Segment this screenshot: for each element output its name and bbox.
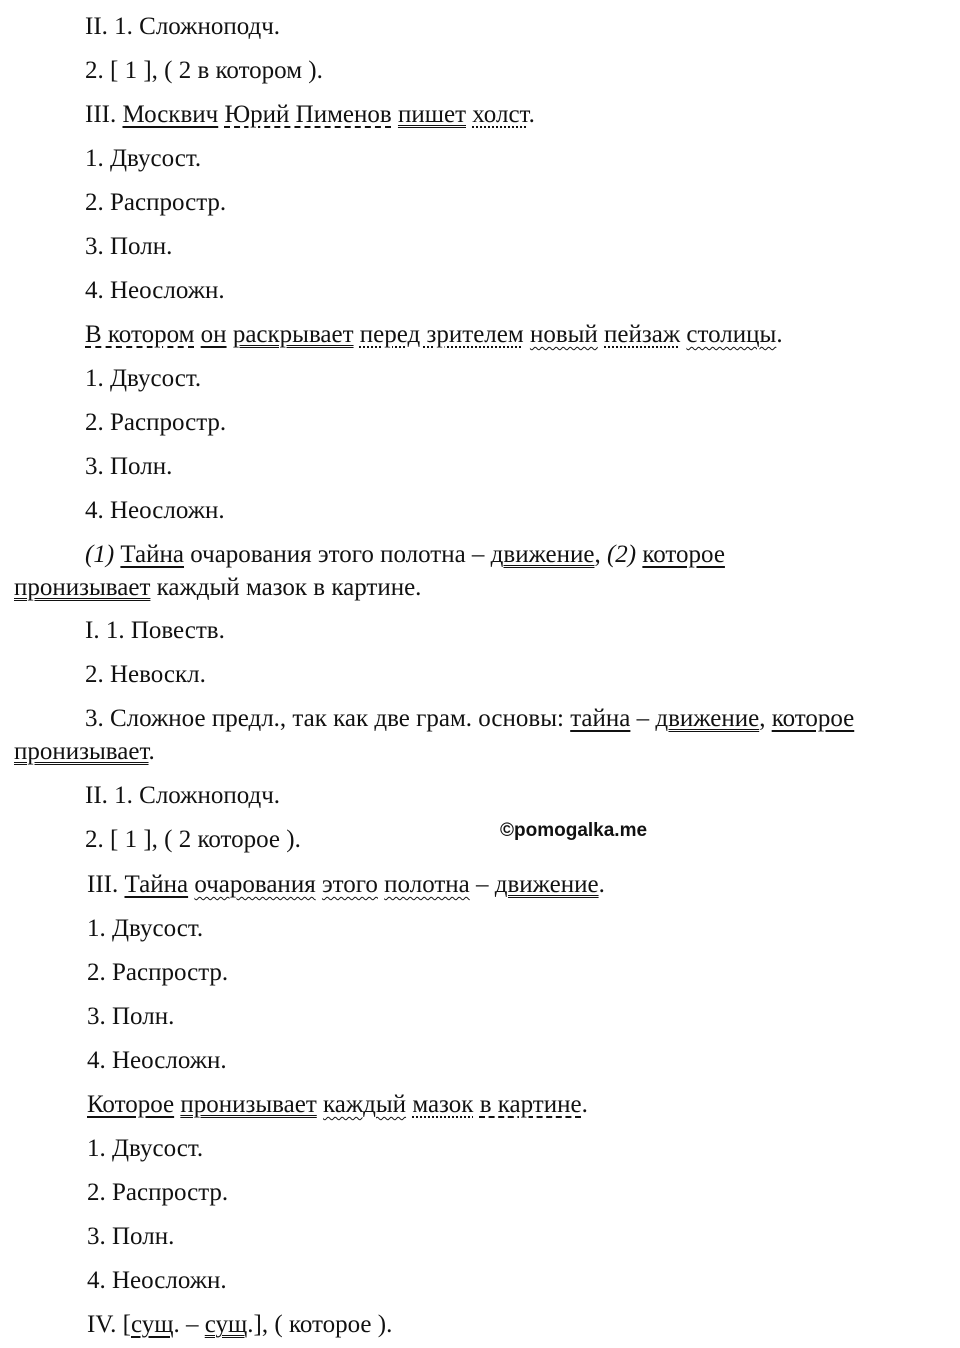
predicate-word: движение	[490, 541, 595, 568]
object-word: мазок	[412, 1091, 474, 1118]
predicate-word: пронизывает	[14, 738, 149, 765]
section-label: III.	[87, 871, 119, 898]
subject-word: Которое	[87, 1091, 175, 1118]
attribute-word: столицы	[686, 321, 777, 348]
text-line: 3. Полн.	[87, 1003, 175, 1030]
text-line: I. 1. Повеств.	[85, 617, 225, 644]
punctuation: –	[636, 705, 650, 732]
sentence-line	[85, 703, 854, 735]
text-line: 1. Двусост.	[85, 145, 202, 172]
apposition-word: Юрий Пименов	[224, 101, 392, 128]
subject-word: сущ	[130, 1311, 174, 1338]
predicate-word: сущ	[204, 1311, 248, 1338]
predicate-word: пишет	[397, 101, 466, 128]
subject-word: тайна	[570, 705, 631, 732]
text-line: 2. [ 1 ], ( 2 в котором ).	[85, 57, 323, 84]
text-line: II. 1. Сложноподч.	[85, 782, 281, 809]
sentence-analysis-line	[87, 869, 605, 901]
plain-text: очарования этого полотна –	[190, 541, 485, 568]
punctuation: .	[581, 1091, 588, 1118]
text-line: 1. Двусост.	[87, 915, 204, 942]
text-line: 3. Полн.	[85, 453, 173, 480]
sentence-line	[14, 572, 421, 604]
punctuation: . –	[173, 1311, 199, 1338]
attribute-word: очарования	[194, 871, 316, 898]
text-line: 1. Двусост.	[87, 1135, 204, 1162]
text-line: 2. [ 1 ], ( 2 которое ).	[85, 826, 301, 853]
subject-word: он	[200, 321, 227, 348]
text-line: II. 1. Сложноподч.	[85, 13, 281, 40]
object-word: пейзаж	[604, 321, 681, 348]
section-label: IV. [	[87, 1311, 131, 1338]
subject-word: которое	[771, 705, 855, 732]
plain-text: каждый мазок в картине.	[156, 574, 422, 601]
text-line: 3. Полн.	[87, 1223, 175, 1250]
punctuation: .], ( которое ).	[247, 1311, 393, 1338]
text-line: 2. Распростр.	[87, 959, 229, 986]
predicate-word: движение	[655, 705, 760, 732]
text-line: 1. Двусост.	[85, 365, 202, 392]
subject-word: которое	[642, 541, 725, 568]
clause-number: (1)	[85, 541, 115, 568]
predicate-word: раскрывает	[232, 321, 354, 348]
sentence-analysis-line	[85, 99, 535, 131]
attribute-word: полотна	[384, 871, 470, 898]
text-line: 2. Распростр.	[85, 189, 227, 216]
attribute-word: каждый	[323, 1091, 407, 1118]
clause-number: (2)	[606, 541, 637, 568]
sentence-analysis-line	[87, 1089, 588, 1121]
punctuation: ,	[594, 541, 601, 568]
sentence-analysis-line	[85, 319, 783, 351]
punctuation: .	[148, 738, 155, 765]
watermark: ©pomogalka.me	[500, 820, 648, 841]
text-line: 4. Неосложн.	[85, 277, 225, 304]
subject-word: Тайна	[124, 871, 189, 898]
predicate-word: пронизывает	[180, 1091, 317, 1118]
text-line: 2. Невоскл.	[85, 661, 206, 688]
text-line: 4. Неосложн.	[87, 1267, 227, 1294]
text-line: 2. Распростр.	[85, 409, 227, 436]
attribute-word: новый	[529, 321, 598, 348]
punctuation: .	[598, 871, 605, 898]
subject-word: Москвич	[122, 101, 219, 128]
punctuation: ,	[759, 705, 766, 732]
adverbial-word: в картине	[479, 1091, 582, 1118]
attribute-word: этого	[321, 871, 378, 898]
predicate-word: движение	[494, 871, 599, 898]
object-word: холст	[472, 101, 529, 128]
punctuation: .	[528, 101, 535, 128]
predicate-word: пронизывает	[14, 574, 151, 601]
scheme-line	[87, 1309, 392, 1341]
punctuation: .	[776, 321, 783, 348]
plain-text: 3. Сложное предл., так как две грам. основы:	[85, 705, 564, 732]
sentence-line	[85, 539, 725, 571]
text-line: 3. Полн.	[85, 233, 173, 260]
object-word: перед зрителем	[359, 321, 524, 348]
text-line: 2. Распростр.	[87, 1179, 229, 1206]
adverbial-word: В котором	[85, 321, 195, 348]
subject-word: Тайна	[120, 541, 185, 568]
text-line: 4. Неосложн.	[85, 497, 225, 524]
section-label: III.	[85, 101, 117, 128]
text-line: 4. Неосложн.	[87, 1047, 227, 1074]
sentence-line	[14, 736, 155, 768]
punctuation: –	[476, 871, 489, 898]
